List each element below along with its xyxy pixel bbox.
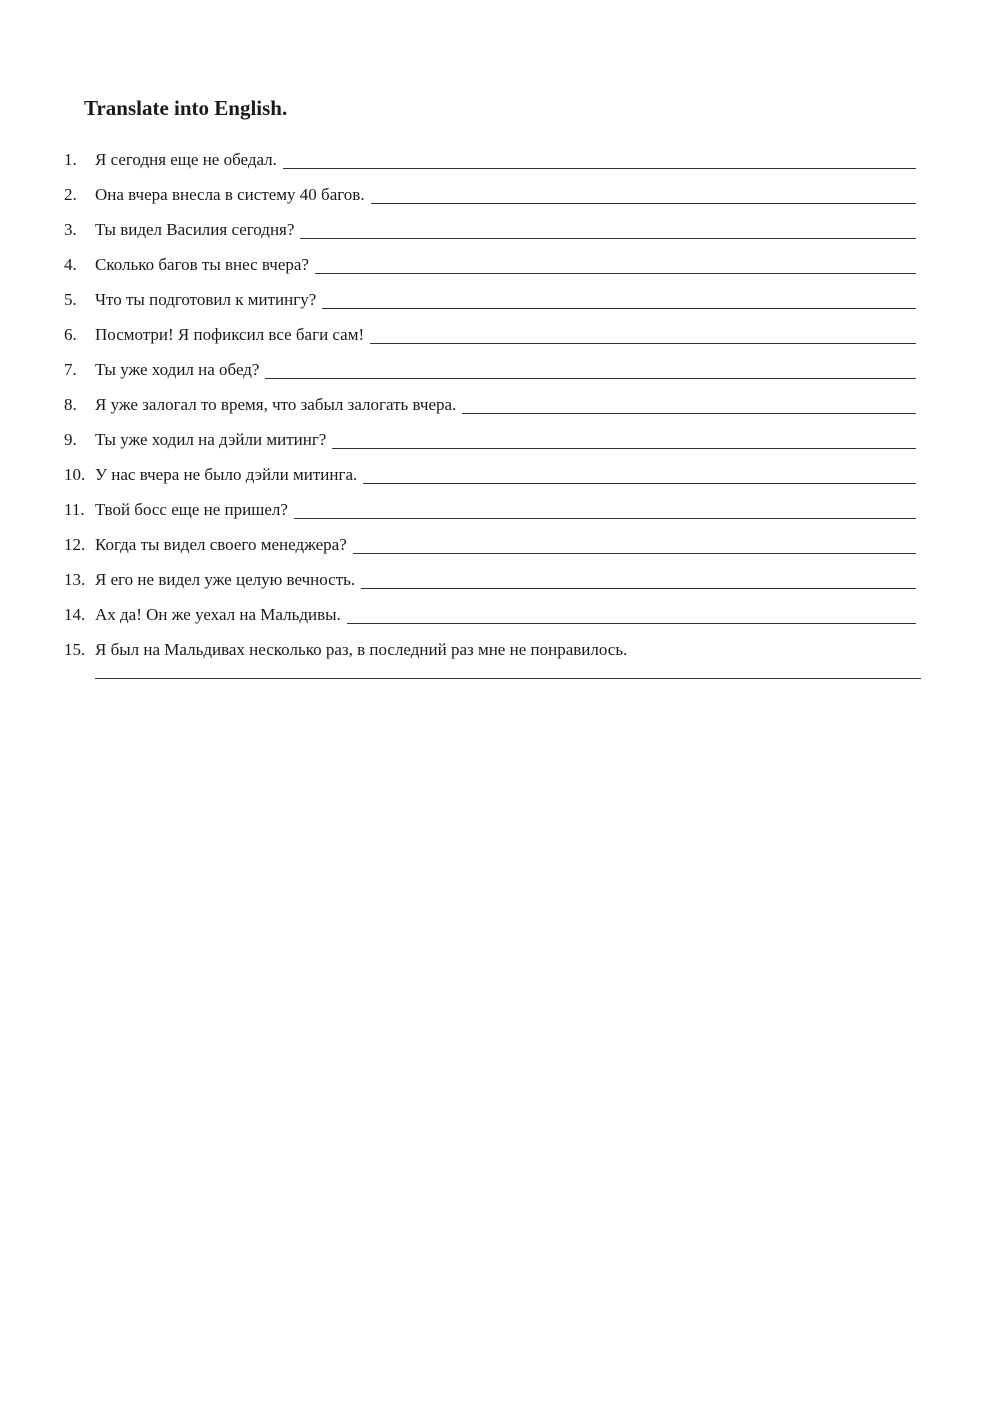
item-number: 7. <box>64 360 77 379</box>
item-sentence: Посмотри! Я пофиксил все баги сам! <box>95 325 365 344</box>
exercise-item <box>64 384 916 419</box>
worksheet-title: Translate into English. <box>84 96 288 120</box>
item-sentence: Я уже залогал то время, что забыл залогать вчера. <box>95 395 457 414</box>
exercise-item <box>64 209 916 244</box>
exercise-item <box>64 594 916 629</box>
answer-blank[interactable] <box>371 189 916 204</box>
item-sentence: Ты уже ходил на дэйли митинг? <box>95 430 327 449</box>
answer-blank-15[interactable] <box>95 678 921 679</box>
answer-blank[interactable] <box>361 574 916 589</box>
item-sentence: Ты видел Василия сегодня? <box>95 220 295 239</box>
answer-blank[interactable] <box>332 434 916 449</box>
item-sentence: Ах да! Он же уехал на Мальдивы. <box>95 605 341 624</box>
item-number: 12. <box>64 535 86 554</box>
item-sentence: Что ты подготовил к митингу? <box>95 290 317 309</box>
answer-blank[interactable] <box>370 329 916 344</box>
exercise-item <box>64 419 916 454</box>
exercise-item <box>64 489 916 524</box>
answer-blank[interactable] <box>294 504 916 519</box>
answer-blank[interactable] <box>347 609 916 624</box>
answer-blank[interactable] <box>353 539 916 554</box>
item-number: 4. <box>64 255 77 274</box>
exercise-list <box>64 139 916 664</box>
item-sentence: Она вчера внесла в систему 40 багов. <box>95 185 365 204</box>
item-sentence: У нас вчера не было дэйли митинга. <box>95 465 358 484</box>
exercise-item <box>64 349 916 384</box>
answer-blank[interactable] <box>315 259 916 274</box>
item-sentence: Я был на Мальдивах несколько раз, в последний раз мне не понравилось. <box>95 640 628 659</box>
exercise-item <box>64 524 916 559</box>
item-number: 2. <box>64 185 77 204</box>
item-number: 10. <box>64 465 86 484</box>
item-number: 14. <box>64 605 86 624</box>
item-sentence: Твой босс еще не пришел? <box>95 500 288 519</box>
answer-blank[interactable] <box>283 154 916 169</box>
item-number: 5. <box>64 290 77 309</box>
exercise-item <box>64 139 916 174</box>
item-number: 9. <box>64 430 77 449</box>
item-number: 1. <box>64 150 77 169</box>
item-sentence: Я сегодня еще не обедал. <box>95 150 277 169</box>
answer-blank[interactable] <box>363 469 916 484</box>
answer-blank[interactable] <box>265 364 916 379</box>
exercise-item <box>64 244 916 279</box>
exercise-item <box>64 454 916 489</box>
exercise-item <box>64 629 916 664</box>
exercise-item <box>64 279 916 314</box>
exercise-item <box>64 174 916 209</box>
item-number: 11. <box>64 500 85 519</box>
answer-blank[interactable] <box>300 224 916 239</box>
exercise-item <box>64 314 916 349</box>
item-sentence: Сколько багов ты внес вчера? <box>95 255 309 274</box>
item-number: 13. <box>64 570 86 589</box>
item-number: 3. <box>64 220 77 239</box>
exercise-item <box>64 559 916 594</box>
item-number: 8. <box>64 395 77 414</box>
answer-blank[interactable] <box>322 294 916 309</box>
item-number: 6. <box>64 325 77 344</box>
item-sentence: Ты уже ходил на обед? <box>95 360 260 379</box>
item-sentence: Когда ты видел своего менеджера? <box>95 535 347 554</box>
answer-blank[interactable] <box>462 399 916 414</box>
item-number: 15. <box>64 640 86 659</box>
item-sentence: Я его не видел уже целую вечность. <box>95 570 356 589</box>
